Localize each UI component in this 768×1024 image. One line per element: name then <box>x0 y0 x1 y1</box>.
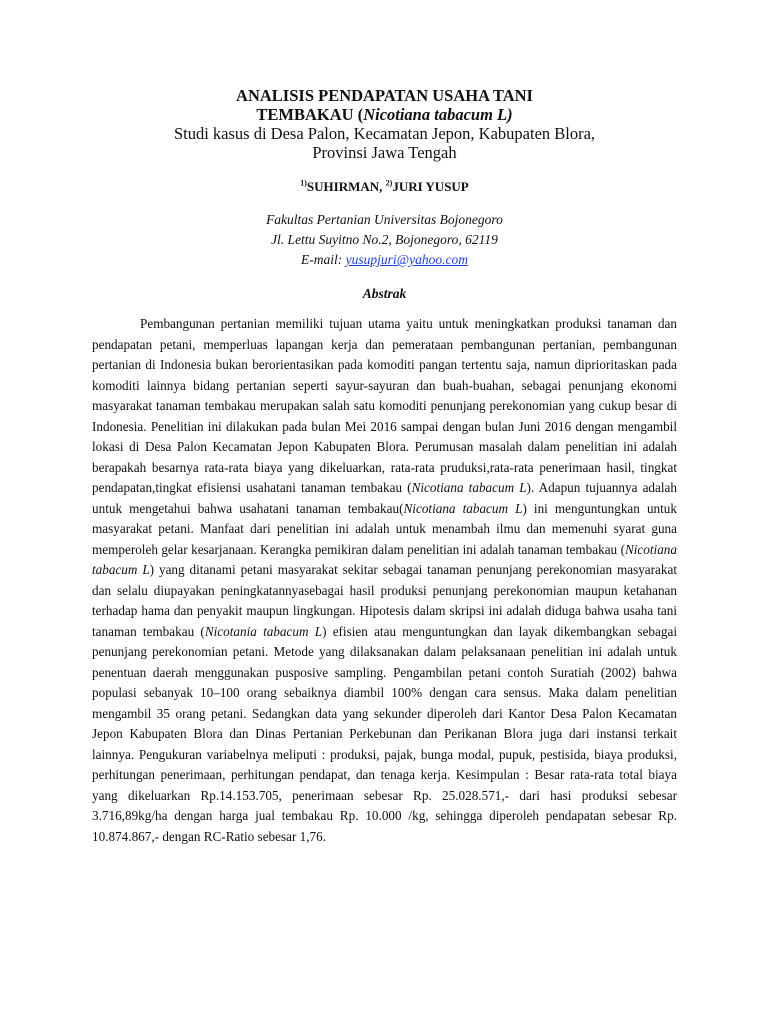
email-label: E-mail: <box>301 252 346 267</box>
species-name: Nicotania tabacum L <box>204 623 323 639</box>
affiliation-email-line <box>92 250 677 270</box>
email-link[interactable]: yusupjuri@yahoo.com <box>345 252 468 267</box>
abstract-text-segment: ) ini menguntungkan untuk masyarakat petani. Manfaat dari penelitian ini adalah untuk menambah ilmu dan memenuhi syarat guna memperoleh gelar kesarjanaan. Kerangka pemikiran dalam penelitian ini adalah tanaman tembakau ( <box>92 500 677 557</box>
affiliation-address: Jl. Lettu Suyitno No.2, Bojonegoro, 62119 <box>271 232 498 247</box>
paper-subtitle-line1: Studi kasus di Desa Palon, Kecamatan Jepon, Kabupaten Blora, <box>173 124 596 143</box>
paper-subtitle-line2: Provinsi Jawa Tengah <box>312 143 457 162</box>
abstract-text-segment: Pembangunan pertanian memiliki tujuan utama yaitu untuk meningkatkan produksi tanaman dan pendapatan petani, memperluas lapangan kerja dan pemerataan pembangunan pertanian, pembangunan pertanian di Indonesia bukan berorientasikan pada komoditi pangan tertentu saja, namun diprioritaskan pada komoditi lainnya bidang pertanian seperti sayur-sayuran dan buah-buahan, sebagai penunjang ekonomi masyarakat tanaman tembakau merupakan salah satu komoditi penunjang perekonomian yang cukup besar di Indonesia. Penelitian ini dilakukan pada bulan Mei 2016 sampai dengan bulan Juni 2016 dengan mengambil lokasi di Desa Palon Kecamatan Jepon Kabupaten Blora. Perumusan masalah dalam penelitian ini adalah berapakah besarnya rata-rata biaya yang dikeluarkan, rata-rata pruduksi,rata-rata penerimaan hasil, tingkat pendapatan,tingkat efisiensi usahatani tanaman tembakau ( <box>92 316 677 495</box>
abstract-text-segment: ) yang ditanami petani masyarakat sekitar sebagai tanaman penunjang perekonomian masyarakat dan selalu diupayakan peningkatannyasebagai hasil produksi penunjang perekonomian maupun ketahanan terhadap hama dan penyakit maupun lingkungan. Hipotesis dalam skripsi ini adalah diduga bahwa usaha tani tanaman tembakau ( <box>92 562 678 639</box>
author-list <box>92 178 677 196</box>
abstract-text-segment: ). Adapun tujuannya adalah untuk mengetahui bahwa usahatani tanaman tembakau( <box>92 480 677 516</box>
author2-name: JURI YUSUP <box>392 179 469 194</box>
affiliation-institution: Fakultas Pertanian Universitas Bojonegoro <box>266 212 503 227</box>
species-name: Nicotiana tabacum L <box>92 541 677 577</box>
abstract-text-segment: ) efisien atau menguntungkan dan layak dikembangkan sebagai penunjang perekonomian petani. Metode yang dilaksanakan dalam pelaksanaan penelitian ini adalah untuk penentuan daerah menggunakan pusposive sampling. Pengambilan petani contoh Suratiah (2002) bahwa populasi sebanyak 10–100 orang sebaiknya diambil 100% dengan cara sensus. Maka dalam penelitian mengambil 35 orang petani. Sedangkan data yang sekunder diperoleh dari Kantor Desa Palon Kecamatan Jepon Kabupaten Blora dan Dinas Pertanian Perkebunan dan Perikanan Blora juga dari instansi terkait lainnya. Pengukuran variabelnya meliputi : produksi, pajak, bunga modal, pupuk, pestisida, biaya produksi, perhitungan penerimaan, perhitungan pendapat, dan tenaga kerja. Kesimpulan : Besar rata-rata total biaya yang dikeluarkan Rp.14.153.705, penerimaan sebesar Rp. 25.028.571,- dari hasi produksi sebesar 3.716,89kg/ha dengan harga jual tembakau Rp. 10.000 /kg, sehingga diperoleh pendapatan sebesar Rp. 10.874.867,- dengan RC-Ratio sebesar 1,76. <box>92 623 677 844</box>
author2-mark: 2) <box>385 178 393 188</box>
title-prefix: TEMBAKAU ( <box>256 105 364 124</box>
abstract-heading: Abstrak <box>362 286 407 301</box>
paper-page <box>92 86 677 847</box>
title-species: Nicotiana tabacum L) <box>363 105 513 124</box>
species-name: Nicotiana tabacum L <box>403 500 523 516</box>
author1-name: SUHIRMAN, <box>306 179 386 194</box>
paper-title-line2 <box>92 105 677 124</box>
affiliation-block <box>92 210 677 270</box>
species-name: Nicotiana tabacum L <box>411 480 527 495</box>
author1-mark: 1) <box>300 178 307 188</box>
abstract-body <box>92 314 677 847</box>
paper-title-line1: ANALISIS PENDAPATAN USAHA TANI <box>236 86 533 105</box>
